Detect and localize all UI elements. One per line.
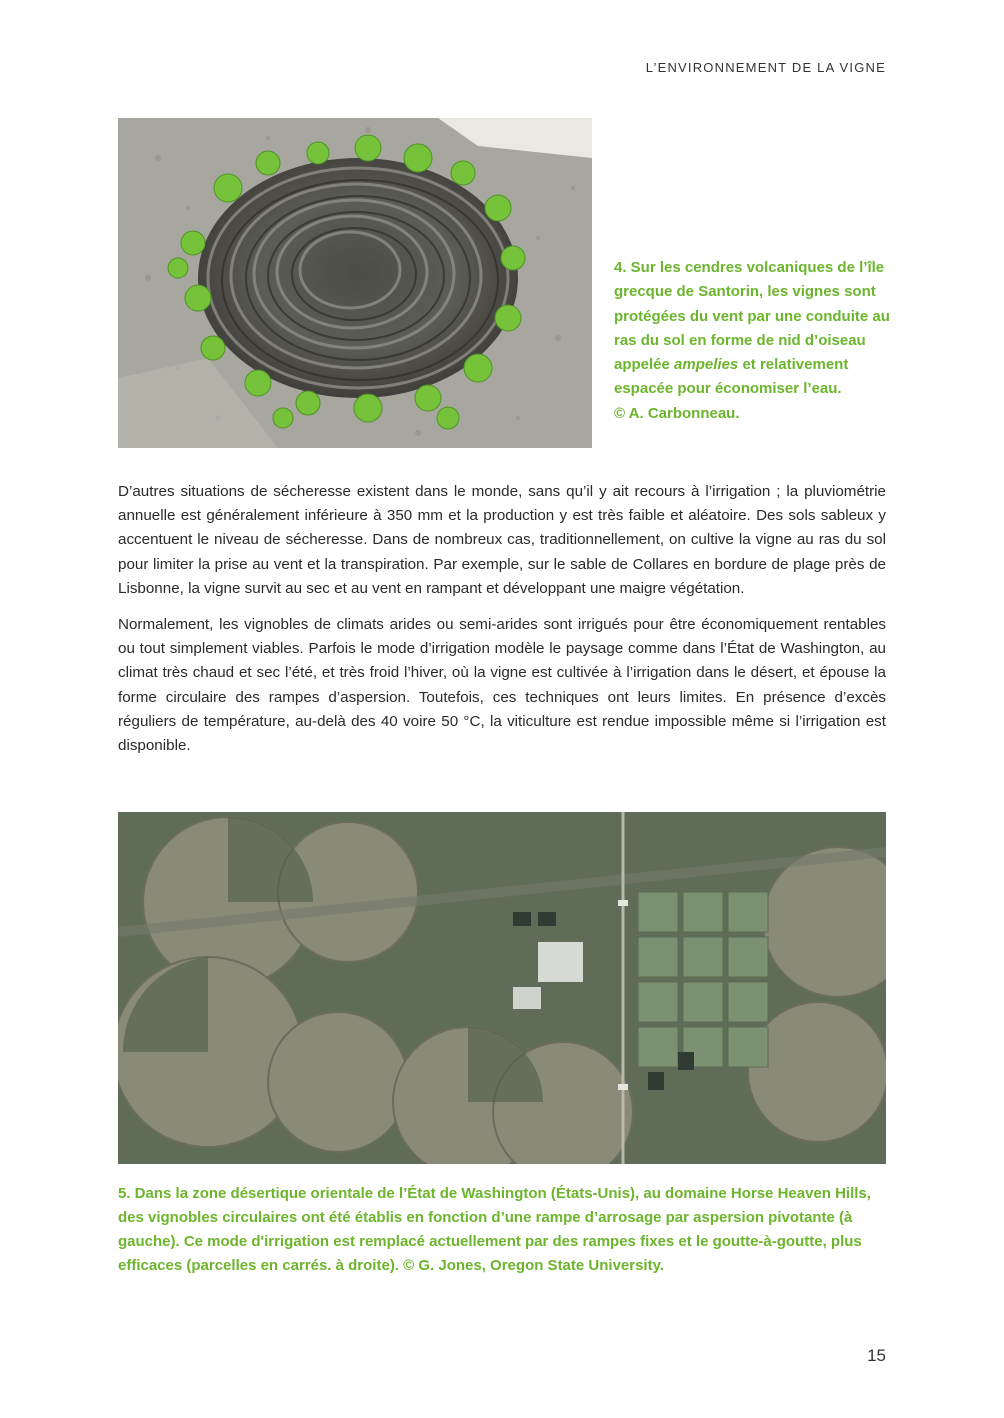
figure-4-caption-text: 4. Sur les cendres volcaniques de l’île grecque de Santorin, les vignes sont protégées du vent par une conduite au ras du sol en forme de nid d’oiseau appelée [614,259,890,374]
vine-nest-photo [118,118,592,448]
vine-nest-illustration [118,118,592,448]
aerial-irrigation-photo [118,812,886,1164]
figure-4-caption-text-end: et relativement espacée pour économiser l’eau. [614,356,849,398]
running-header: L’ENVIRONNEMENT DE LA VIGNE [645,60,886,75]
figure-5-caption: 5. Dans la zone désertique orientale de l’État de Washington (États-Unis), au domaine Horse Heaven Hills, des vignobles circulaires ont été établis en fonction d’une rampe d’arrosage par aspersion pivotante (à gauche). Ce mode d'irrigation est remplacé actuellement par des rampes fixes et le goutte-à-goutte, plus efficaces (parcelles en carrés. à droite). © G. Jones, Oregon State University. [118,1185,871,1274]
figure-4-caption-italic: ampelies [674,356,739,374]
body-text [118,480,886,770]
page-number: 15 [867,1346,886,1365]
aerial-irrigation-illustration [118,812,886,1164]
paragraph-1: D’autres situations de sécheresse existent dans le monde, sans qu’il y ait recours à l’irrigation ; la pluviométrie annuelle est généralement inférieure à 350 mm et la production y est très faible et aléatoire. Des sols sableux y accentuent le niveau de sécheresse. Dans de nombreux cas, traditionnellement, on cultive la vigne au ras du sol pour limiter la prise au vent et la transpiration. Par exemple, sur le sable de Collares en bordure de plage près de Lisbonne, la vigne survit au sec et au vent en rampant et développant une maigre végétation. [118,483,886,597]
figure-4-caption [614,256,894,426]
paragraph-2: Normalement, les vignobles de climats arides ou semi-arides sont irrigués pour être économiquement rentables ou tout simplement viables. Parfois le mode d’irrigation modèle le paysage comme dans l’État de Washington, au climat très chaud et sec l’été, et très froid l’hiver, où la vigne est cultivée à l’irrigation dans le désert, et épouse la forme circulaire des rampes d’aspersion. Toutefois, ces techniques ont leurs limites. En présence d’excès réguliers de température, au-delà des 40 voire 50 °C, la viticulture est rendue impossible même si l’irrigation est disponible. [118,616,886,755]
figure-4-credit: © A. Carbonneau. [614,404,740,422]
